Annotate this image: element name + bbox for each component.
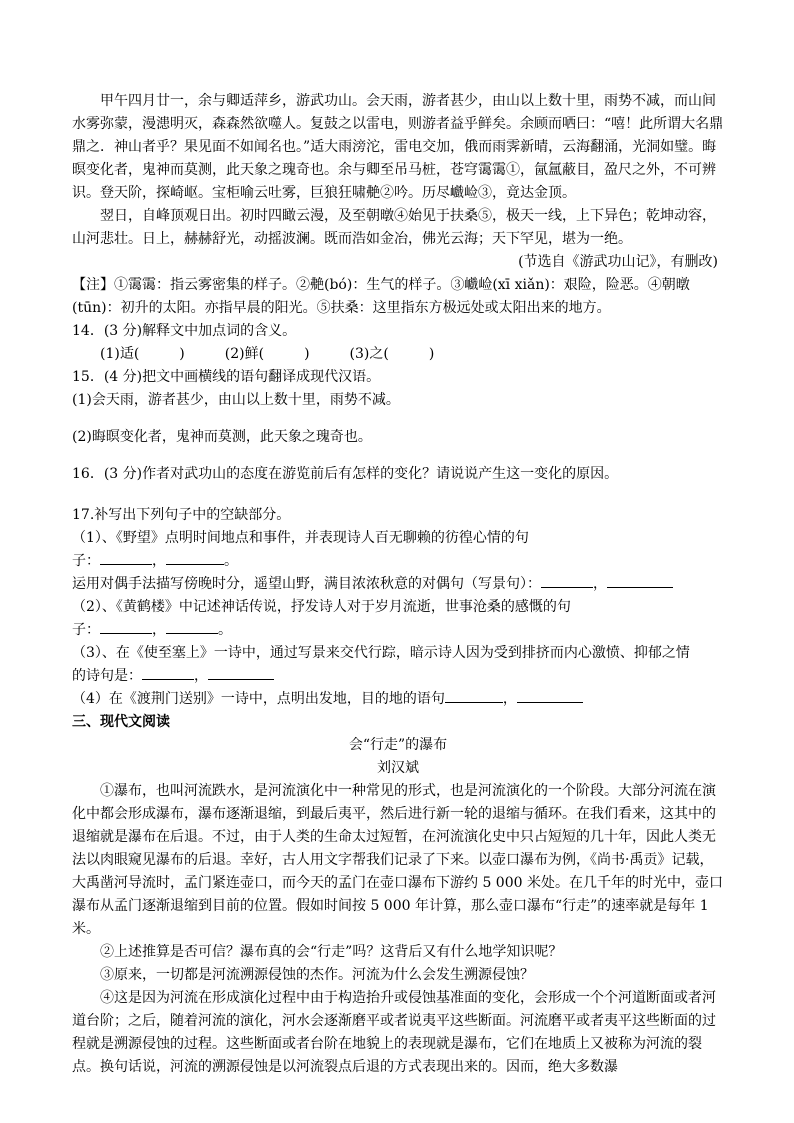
article-paragraph-3: ③原来，一切都是河流溯源侵蚀的杰作。河流为什么会发生溯源侵蚀？ (100, 967, 534, 983)
answer-blank[interactable] (166, 619, 218, 634)
question-14-items: (1)适( ) (2)鲜( ) (3)之( ) (100, 346, 435, 362)
answer-blank[interactable] (445, 688, 503, 703)
answer-blank[interactable] (208, 665, 274, 680)
passage-paragraph-2: 翌日，自峰顶观日出。初时四瞰云漫，及至朝暾④始见于扶桑⑤，极天一线，上下异色；乾坤动容，山河悲壮。日上，赫赫舒光，动摇波澜。既而浩如金冶，佛光云海；天下罕见，堪为一绝。 (72, 208, 716, 247)
section-3-heading: 三、现代文阅读 (72, 714, 170, 730)
passage-source: (节选自《游武功山记》，有删改) (518, 254, 718, 270)
exam-page (72, 90, 724, 1079)
answer-blank[interactable] (100, 619, 152, 634)
answer-blank[interactable] (607, 573, 673, 588)
article-paragraph-2: ②上述推算是否可信？瀑布真的会“行走”吗？这背后又有什么地学知识呢？ (100, 944, 563, 960)
question-17-item-1: （1）、《野望》点明时间地点和事件，并表现诗人百无聊赖的彷徨心情的句 (72, 530, 529, 546)
question-15-sentence-1: (1)会天雨，游者甚少，由山以上数十里，雨势不减。 (72, 392, 400, 408)
question-14-stem: 14．(3 分)解释文中加点词的含义。 (72, 323, 297, 339)
answer-blank[interactable] (541, 573, 593, 588)
answer-blank[interactable] (100, 550, 152, 565)
answer-blank[interactable] (166, 550, 224, 565)
question-16-stem: 16．(3 分)作者对武功山的态度在游览前后有怎样的变化？请说说产生这一变化的原因。 (72, 466, 619, 482)
question-17-item-2-blanks: 子： ， 。 (72, 619, 724, 642)
q14-item-2-open: (2)鲜( (224, 346, 265, 362)
article-paragraph-4: ④这是因为河流在形成演化过程中由于构造抬升或侵蚀基准面的变化，会形成一个个河道断面或者河道台阶；之后，随着河流的演化，河水会逐渐磨平或者说夷平这些断面。河流磨平或者夷平这些断面的过程就是溯源侵蚀的过程。这些断面或者台阶在地貌上的表现就是瀑布，它们在地质上又被称为河流的裂点。换句话说，河流的溯源侵蚀是以河流裂点后退的方式表现出来的。因而，绝大多数瀑 (72, 990, 716, 1075)
passage-paragraph-1: 甲午四月廿一，余与卿适萍乡，游武功山。会天雨，游者甚少，由山以上数十里，雨势不减，而山间水雾弥蒙，漫漶明灭，森森然欲噬人。复鼓之以雷电，则游者益乎鲜矣。余顾而哂曰：“嘻！此所谓大名鼎鼎之．神山者乎？果见面不如闻名也。”适大雨滂沱，雷电交加，俄而雨霁新晴，云海翻涌，光洞如璧。晦暝变化者，鬼神而莫测，此天象之瑰奇也。余与卿至吊马桩，苍穹霭霭①，氤氲蔽目，盈尺之外，不可辨识。登天阶，探崎岖。宝柜喻云吐雾，巨狼狂啸艴②吟。历尽巇崄③，竟达金顶。 (72, 93, 724, 201)
q14-item-1-open: (1)适( (100, 346, 140, 362)
question-17-stem: 17.补写出下列句子中的空缺部分。 (72, 507, 291, 523)
question-15-stem: 15．(4 分)把文中画横线的语句翻译成现代汉语。 (72, 369, 381, 385)
answer-blank[interactable] (142, 665, 194, 680)
question-17-item-3-blanks: 的诗句是： ， (72, 665, 724, 688)
article-title: 会“行走”的瀑布 (348, 737, 448, 753)
question-15-sentence-2: (2)晦暝变化者，鬼神而莫测，此天象之瑰奇也。 (72, 429, 372, 445)
answer-blank[interactable] (517, 688, 583, 703)
q14-item-3-open: (3)之( (349, 346, 389, 362)
question-17-item-1-couplet: 运用对偶手法描写傍晚时分，遥望山野，满目浓浓秋意的对偶句（写景句）： ， (72, 573, 724, 596)
article-paragraph-1: ①瀑布，也叫河流跌水，是河流演化中一种常见的形式，也是河流演化的一个阶段。大部分河流在演化中都会形成瀑布，瀑布逐渐退缩，到最后夷平，然后进行新一轮的退缩与循环。在我们看来，这其中的退缩就是瀑布在后退。不过，由于人类的生命太过短暂，在河流演化史中只占短短的几十年，因此人类无法以肉眼窥见瀑布的后退。幸好，古人用文字帮我们记录了下来。以壶口瀑布为例，《尚书·禹贡》记载，大禹凿河导流时，孟门紧连壶口，而今天的孟门在壶口瀑布下游约 5 000 米处。在几千年的时光中，壶口瀑布从孟门逐渐退缩到目前的位置。假如时间按 5 000 年计算，那么壶口瀑布“行走”的速率就是每年 1 米。 (72, 783, 723, 937)
question-17-item-1-blanks: 子： ， 。 (72, 550, 724, 573)
article-author: 刘汉斌 (377, 760, 419, 776)
question-17-item-4: （4）在《渡荆门送别》一诗中，点明出发地，目的地的语句 ， (72, 688, 724, 711)
passage-note: 【注】①霭霭：指云雾密集的样子。②艴(bó)：生气的样子。③巇崄(xī xiǎn)：艰险，险恶。④朝暾(tūn)：初升的太阳。亦指早晨的阳光。⑤扶桑：这里指东方极远处或太阳出来的地方。 (72, 277, 690, 316)
question-17-item-2: （2）、《黄鹤楼》中记述神话传说，抒发诗人对于岁月流逝，世事沧桑的感慨的句 (72, 599, 571, 615)
question-17-item-3: （3）、在《使至塞上》一诗中，通过写景来交代行踪，暗示诗人因为受到排挤而内心激愤、抑郁之情 (72, 645, 690, 661)
